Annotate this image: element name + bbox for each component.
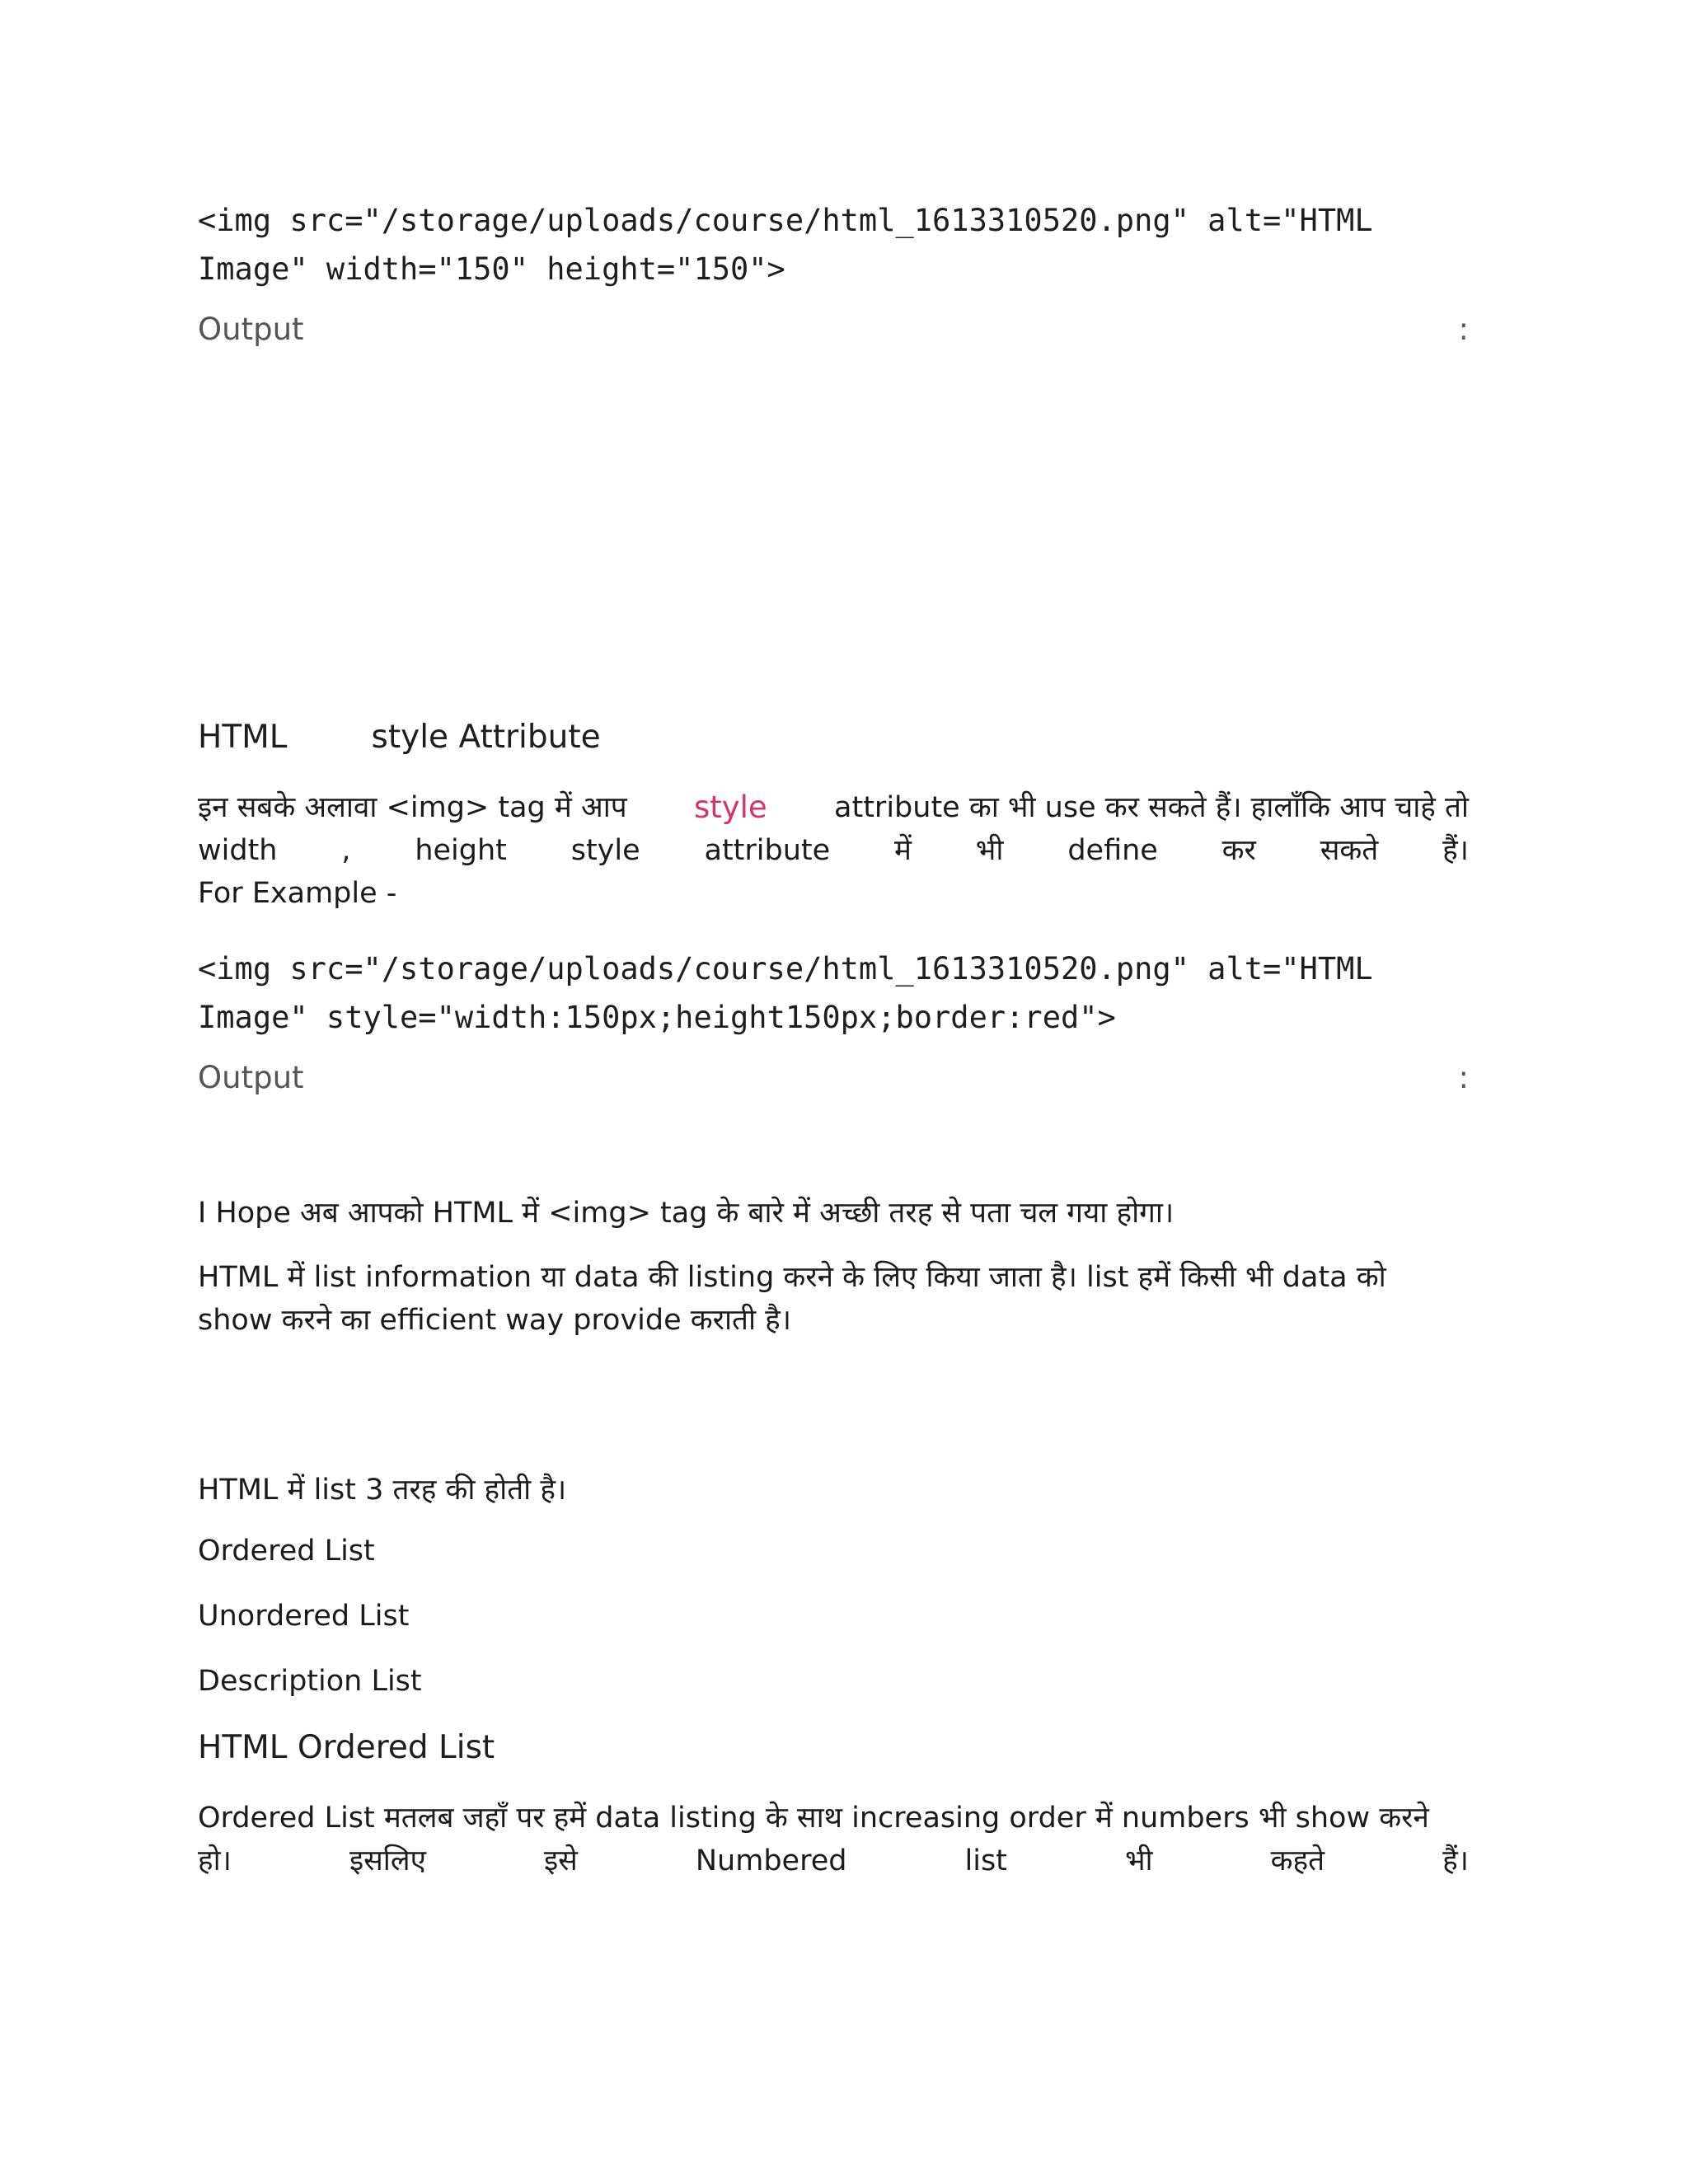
word: इसे [543, 1844, 578, 1877]
word: हैं। [1442, 834, 1469, 867]
code-line-2: Image" width="150" height="150"> [198, 251, 785, 287]
paragraph-line-1 [198, 786, 1469, 829]
output-label-row-2 [198, 1060, 1469, 1095]
paragraph-line-2 [198, 829, 1469, 872]
list-type-description: Description List [198, 1665, 422, 1698]
paragraph-line-1: Ordered List मतलब जहाँ पर हमें data listing के साथ increasing order में numbers भी show करने [198, 1802, 1429, 1835]
paragraph-line-2 [198, 1840, 1469, 1882]
word: style [570, 834, 640, 867]
code-line-1: <img src="/storage/uploads/course/html_1613310520.png" alt="HTML [198, 203, 1373, 238]
word: width [198, 834, 278, 867]
code-line [198, 196, 1469, 245]
style-attribute-paragraph [198, 786, 1469, 915]
inline-code-style: style [693, 790, 767, 825]
word: कर [1221, 834, 1256, 867]
section-heading-style-attribute [198, 719, 1469, 756]
word: हैं। [1442, 1844, 1469, 1877]
hope-paragraph: I Hope अब आपको HTML में <img> tag के बारे में अच्छी तरह से पता चल गया होगा। [198, 1197, 1175, 1230]
paragraph-line-2: show करने का efficient way provide कराती है। [198, 1304, 792, 1337]
word: define [1067, 834, 1158, 867]
output-label-row [198, 312, 1469, 347]
word: भी [975, 834, 1004, 867]
section-heading-ordered-list: HTML Ordered List [198, 1729, 495, 1766]
paragraph-line-1: HTML में list information या data की listing करने के लिए किया जाता है। list हमें किसी भी data को [198, 1261, 1386, 1294]
word: , [341, 834, 351, 867]
code-block-img-style [198, 944, 1469, 1042]
list-type-ordered: Ordered List [198, 1535, 375, 1568]
list-intro-paragraph [198, 1256, 1469, 1342]
word: height [415, 834, 507, 867]
word: में [894, 834, 912, 867]
output-colon: : [1458, 312, 1469, 347]
output-label: Output [198, 1060, 304, 1095]
word: इसलिए [349, 1844, 426, 1877]
word: list [964, 1844, 1007, 1877]
word: Numbered [695, 1844, 847, 1877]
code-block-img-size [198, 196, 1469, 293]
heading-word-html: HTML [198, 719, 288, 756]
text-after-highlight: attribute का भी use कर सकते हैं। हालाँकि आप चाहे तो [834, 791, 1469, 824]
ordered-list-paragraph [198, 1797, 1469, 1882]
word: कहते [1270, 1844, 1325, 1877]
text-before-highlight: इन सबके अलावा <img> tag में आप [198, 791, 627, 824]
code-line-2: Image" style="width:150px;height150px;border:red"> [198, 1000, 1116, 1035]
word: हो। [198, 1844, 232, 1877]
output-colon: : [1458, 1060, 1469, 1095]
code-line-1: <img src="/storage/uploads/course/html_1613310520.png" alt="HTML [198, 951, 1373, 987]
heading-word-style-attribute: style Attribute [371, 719, 601, 756]
for-example-text: For Example - [198, 877, 397, 910]
word: सकते [1320, 834, 1379, 867]
list-types-intro: HTML में list 3 तरह की होती है। [198, 1474, 567, 1507]
list-type-unordered: Unordered List [198, 1600, 410, 1633]
word: attribute [704, 834, 831, 867]
word: भी [1124, 1844, 1153, 1877]
output-label: Output [198, 312, 304, 347]
